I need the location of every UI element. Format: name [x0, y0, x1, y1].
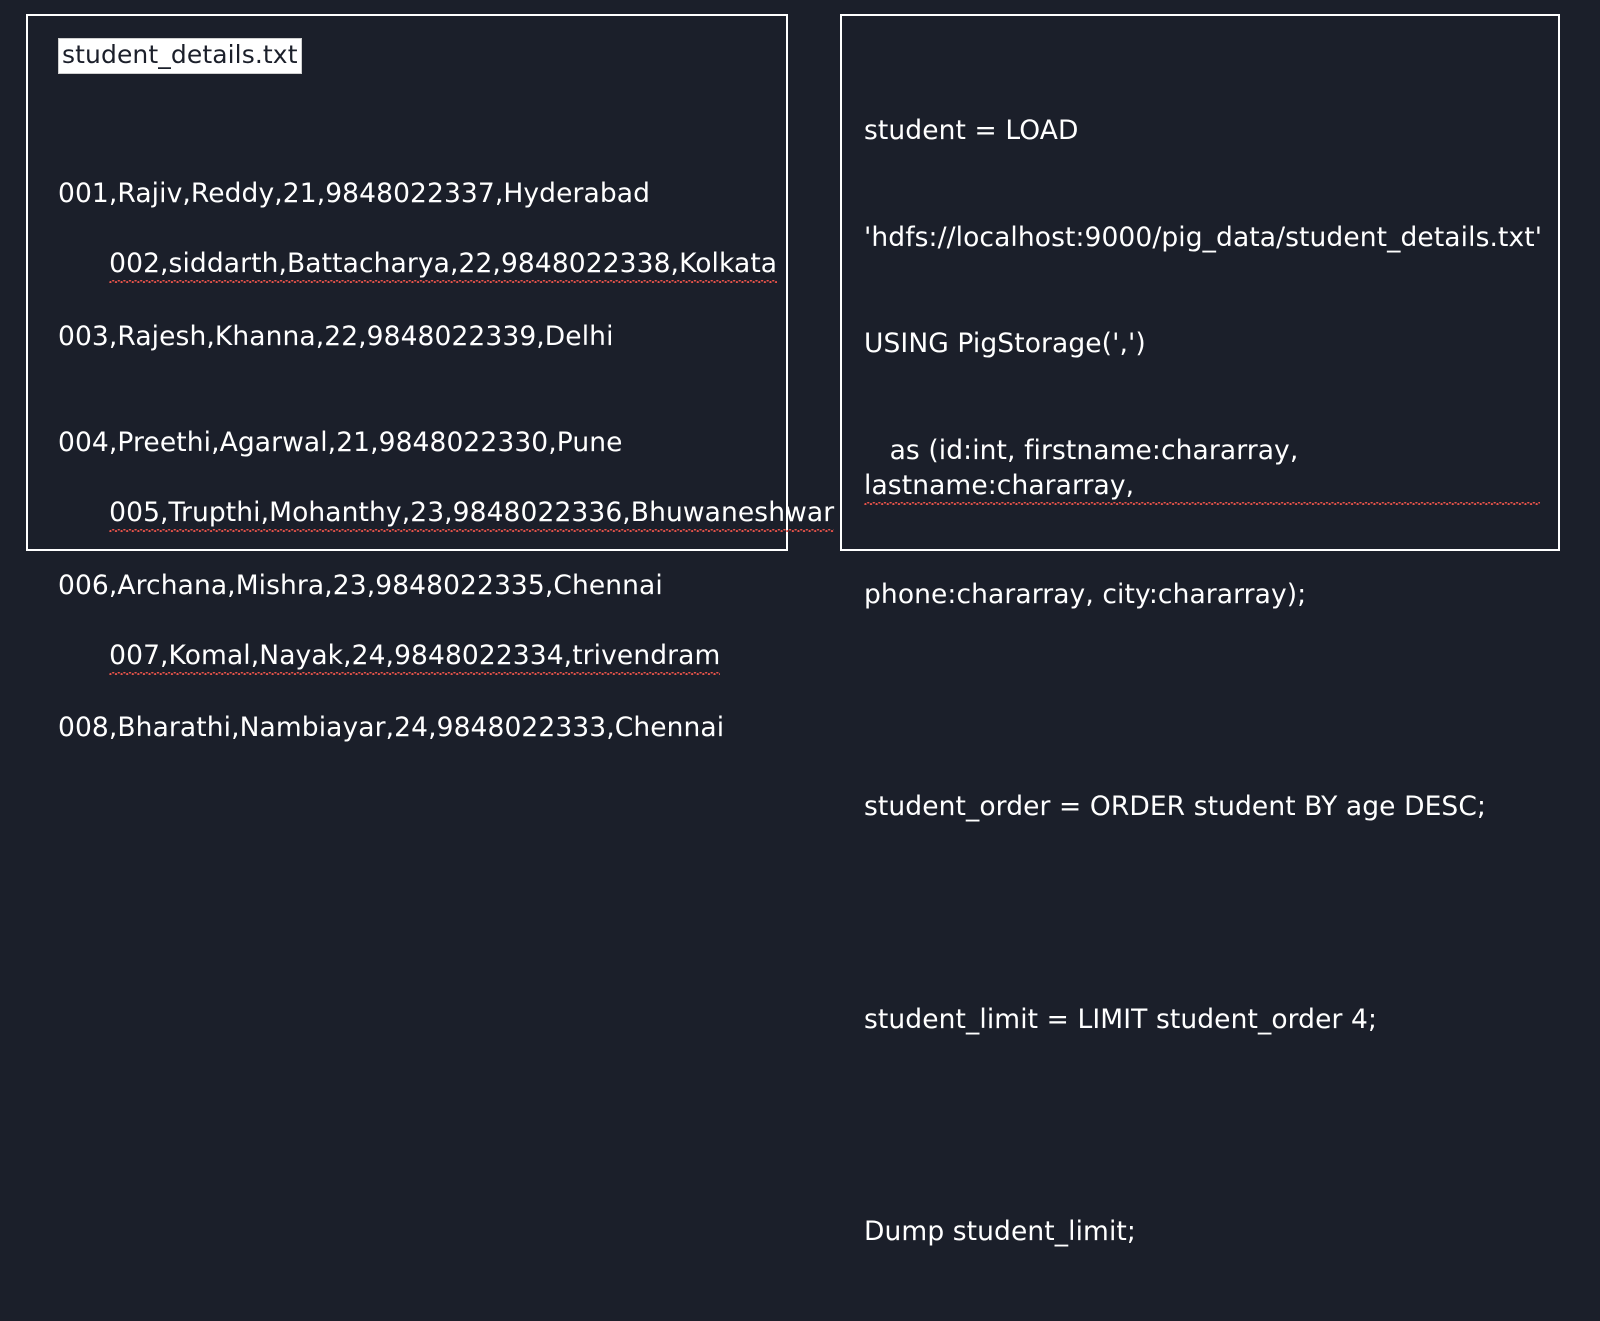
code-line: Dump student_limit; [864, 1216, 1136, 1247]
data-line: 006,Archana,Mishra,23,9848022335,Chennai [58, 569, 663, 601]
pig-script-contents [864, 42, 1543, 1321]
code-line-blank [864, 1108, 1540, 1143]
data-line: 004,Preethi,Agarwal,21,9848022330,Pune [58, 426, 623, 458]
code-line: as (id:int, firstname:chararray, lastname:chararray, [864, 433, 1540, 506]
code-line-blank [864, 896, 1540, 931]
file-name-label: student_details.txt [58, 38, 302, 74]
code-line: student_limit = LIMIT student_order 4; [864, 1003, 1377, 1035]
data-line: 005,Trupthi,Mohanthy,23,9848022336,Bhuwaneshwar [109, 495, 834, 532]
code-line: USING PigStorage(',') [864, 328, 1146, 359]
file-contents [58, 106, 835, 817]
code-line: student_order = ORDER student BY age DESC; [864, 791, 1486, 822]
code-line: phone:chararray, city:chararray); [864, 578, 1307, 610]
data-line: 001,Rajiv,Reddy,21,9848022337,Hyderabad [58, 177, 650, 209]
code-line-blank [864, 683, 1540, 718]
data-line: 003,Rajesh,Khanna,22,9848022339,Delhi [58, 320, 614, 352]
code-line: 'hdfs://localhost:9000/pig_data/student_details.txt' [864, 221, 1543, 253]
pig-script-panel [840, 14, 1560, 1247]
data-line: 002,siddarth,Battacharya,22,9848022338,Kolkata [109, 246, 777, 283]
code-line: student = LOAD [864, 115, 1079, 146]
data-file-panel [26, 14, 835, 744]
data-line: 007,Komal,Nayak,24,9848022334,trivendram [109, 638, 720, 675]
data-line: 008,Bharathi,Nambiayar,24,9848022333,Chennai [58, 712, 725, 744]
